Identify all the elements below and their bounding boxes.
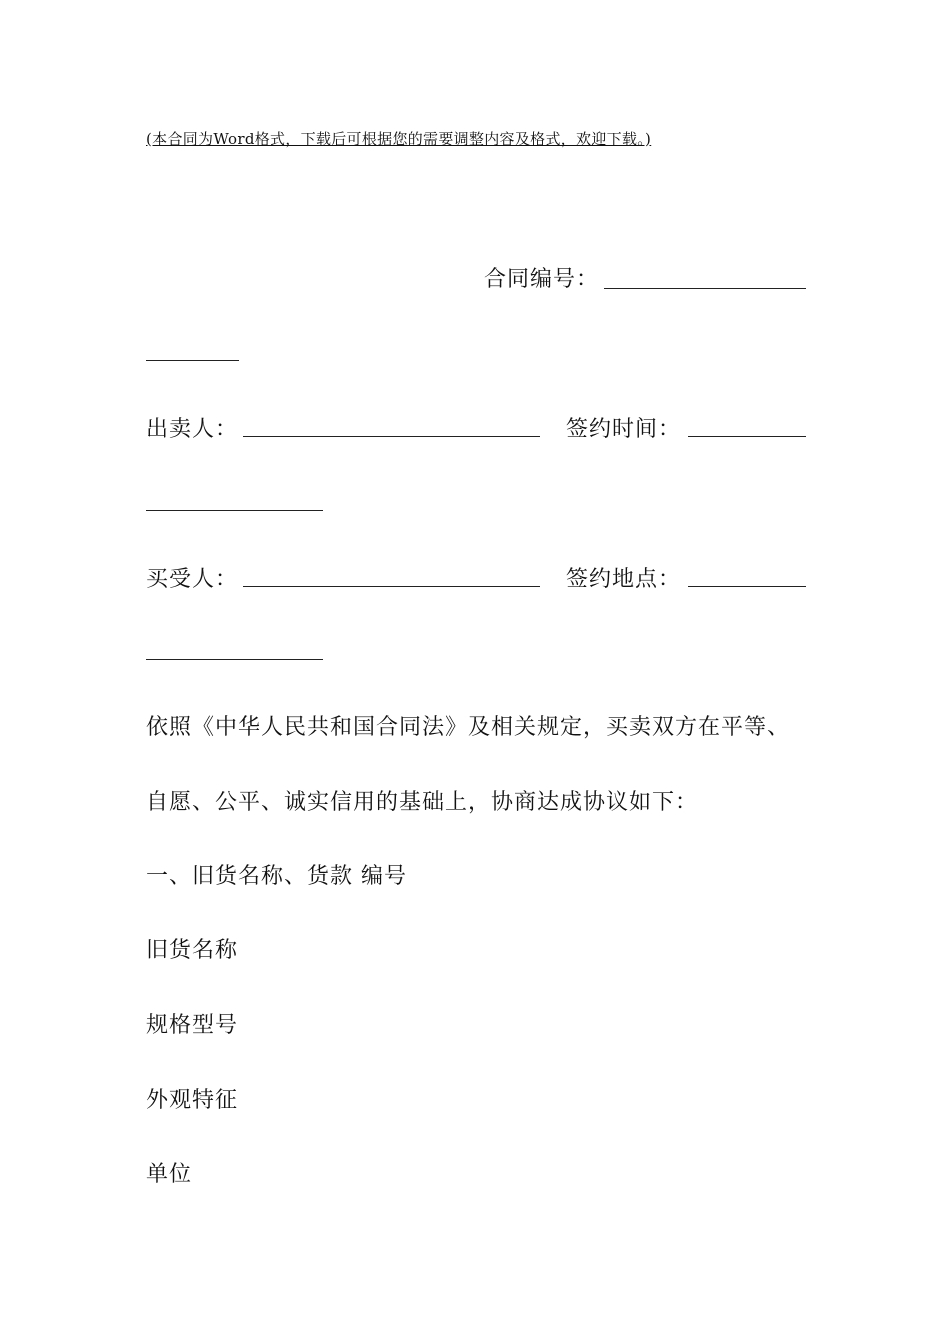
sign-place-label: 签约地点： [566,567,682,592]
item-unit: 单位 [146,1162,193,1187]
preamble-line-1: 依照《中华人民共和国合同法》及相关规定，买卖双方在平等、 [146,715,791,740]
seller-label: 出卖人： [146,417,239,442]
buyer-label: 买受人： [146,567,239,592]
seller-blank [243,436,540,437]
item-appearance: 外观特征 [146,1088,239,1113]
sign-place-blank-continued [146,659,323,660]
buyer-blank [243,586,540,587]
sign-time-blank [688,436,806,437]
contract-number-blank [604,288,806,289]
sign-time-blank-continued [146,510,323,511]
preamble-line-2: 自愿、公平、诚实信用的基础上，协商达成协议如下： [146,790,699,815]
item-spec-model: 规格型号 [146,1013,239,1038]
contract-number-label: 合同编号： [484,267,600,292]
item-goods-name: 旧货名称 [146,938,239,963]
sign-time-label: 签约时间： [566,417,682,442]
sign-place-blank [688,586,806,587]
section-1-heading: 一、旧货名称、货款 编号 [146,864,407,889]
contract-number-blank-continued [146,360,239,361]
download-notice: (本合同为Word格式，下载后可根据您的需要调整内容及格式，欢迎下载。) [146,130,652,148]
